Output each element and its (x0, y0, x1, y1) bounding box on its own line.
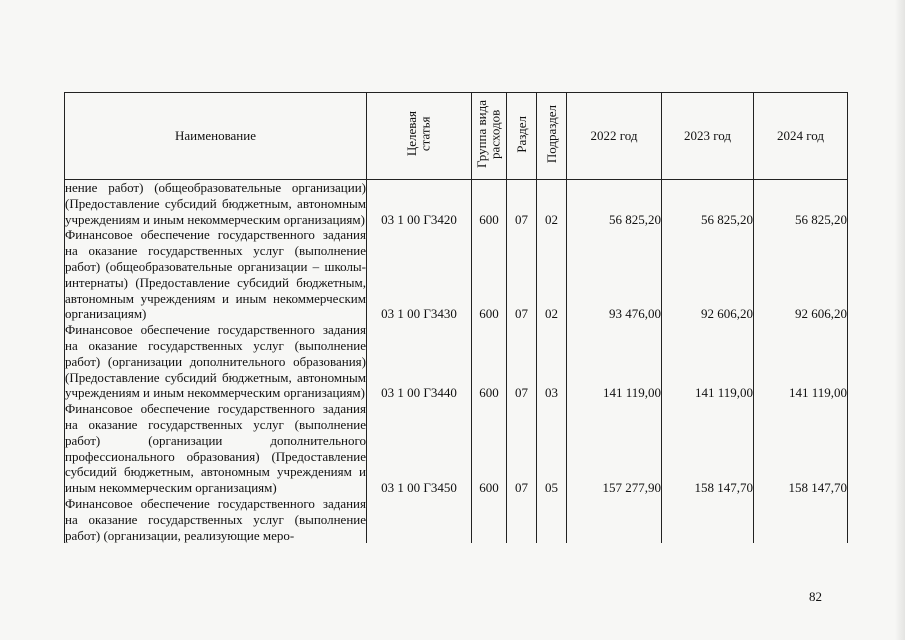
table-row (65, 401, 848, 496)
row-amount-2023 (662, 496, 754, 543)
row-amount-2022: 141 119,00 (567, 322, 662, 401)
row-target-article (367, 496, 472, 543)
row-section: 07 (507, 227, 537, 322)
row-name: Финансовое обеспечение государственного задания на оказание государственных услуг (выполнение работ) (общеобразовательные организации – школы-интернаты) (Предоставление субсидий бюджетным, автономным учреждениям и иным некоммерческим организациям) (65, 227, 366, 322)
header-name: Наименование (65, 93, 367, 180)
row-amount-2023: 141 119,00 (662, 322, 754, 401)
header-subsection: Подраздел (537, 93, 567, 180)
row-amount-2023: 56 825,20 (662, 180, 754, 228)
row-amount-2024: 158 147,70 (754, 401, 848, 496)
row-expense-group: 600 (472, 322, 507, 401)
table-row (65, 180, 848, 228)
row-amount-2023: 92 606,20 (662, 227, 754, 322)
row-section: 07 (507, 180, 537, 228)
row-amount-2022: 157 277,90 (567, 401, 662, 496)
row-amount-2022 (567, 496, 662, 543)
header-2024: 2024 год (754, 93, 848, 180)
page-edge-shadow (895, 0, 905, 640)
row-expense-group: 600 (472, 401, 507, 496)
table-row (65, 227, 848, 322)
row-amount-2024: 92 606,20 (754, 227, 848, 322)
row-section (507, 496, 537, 543)
row-subsection (537, 496, 567, 543)
table-header-row (65, 93, 848, 180)
row-amount-2024: 56 825,20 (754, 180, 848, 228)
row-target-article: 03 1 00 Г3420 (367, 180, 472, 228)
row-name: Финансовое обеспечение государственного задания на оказание государственных услуг (выполнение работ) (организации, реализующие меро- (65, 495, 366, 543)
table-row (65, 322, 848, 401)
header-2022: 2022 год (567, 93, 662, 180)
header-section: Раздел (507, 93, 537, 180)
row-name: нение работ) (общеобразовательные организации) (Предоставление субсидий бюджетным, автономным учреждениям и иным некоммерческим организациям) (65, 180, 366, 227)
row-expense-group: 600 (472, 180, 507, 228)
row-amount-2022: 56 825,20 (567, 180, 662, 228)
row-subsection: 03 (537, 322, 567, 401)
table-row (65, 496, 848, 543)
row-target-article: 03 1 00 Г3430 (367, 227, 472, 322)
budget-table (64, 92, 848, 543)
row-amount-2024: 141 119,00 (754, 322, 848, 401)
row-name: Финансовое обеспечение государственного задания на оказание государственных услуг (выполнение работ) (организации дополнительного образования) (Предоставление субсидий бюджетным, автономным учреждениям и иным некоммерческим организациям) (65, 322, 366, 401)
row-target-article: 03 1 00 Г3450 (367, 401, 472, 496)
row-target-article: 03 1 00 Г3440 (367, 322, 472, 401)
row-expense-group: 600 (472, 227, 507, 322)
header-expense-group: Группа вида расходов (472, 93, 507, 180)
row-amount-2024 (754, 496, 848, 543)
row-section: 07 (507, 322, 537, 401)
row-amount-2022: 93 476,00 (567, 227, 662, 322)
header-2023: 2023 год (662, 93, 754, 180)
row-expense-group (472, 496, 507, 543)
row-section: 07 (507, 401, 537, 496)
header-target-article: Целевая статья (367, 93, 472, 180)
row-subsection: 02 (537, 227, 567, 322)
page-number: 82 (809, 589, 822, 604)
row-amount-2023: 158 147,70 (662, 401, 754, 496)
row-subsection: 05 (537, 401, 567, 496)
row-subsection: 02 (537, 180, 567, 228)
row-name: Финансовое обеспечение государственного задания на оказание государственных услуг (выполнение работ) (организации дополнительного профессионального образования) (Предоставление субсидий бюджетным, автономным учреждениям и иным некоммерческим организациям) (65, 401, 366, 496)
